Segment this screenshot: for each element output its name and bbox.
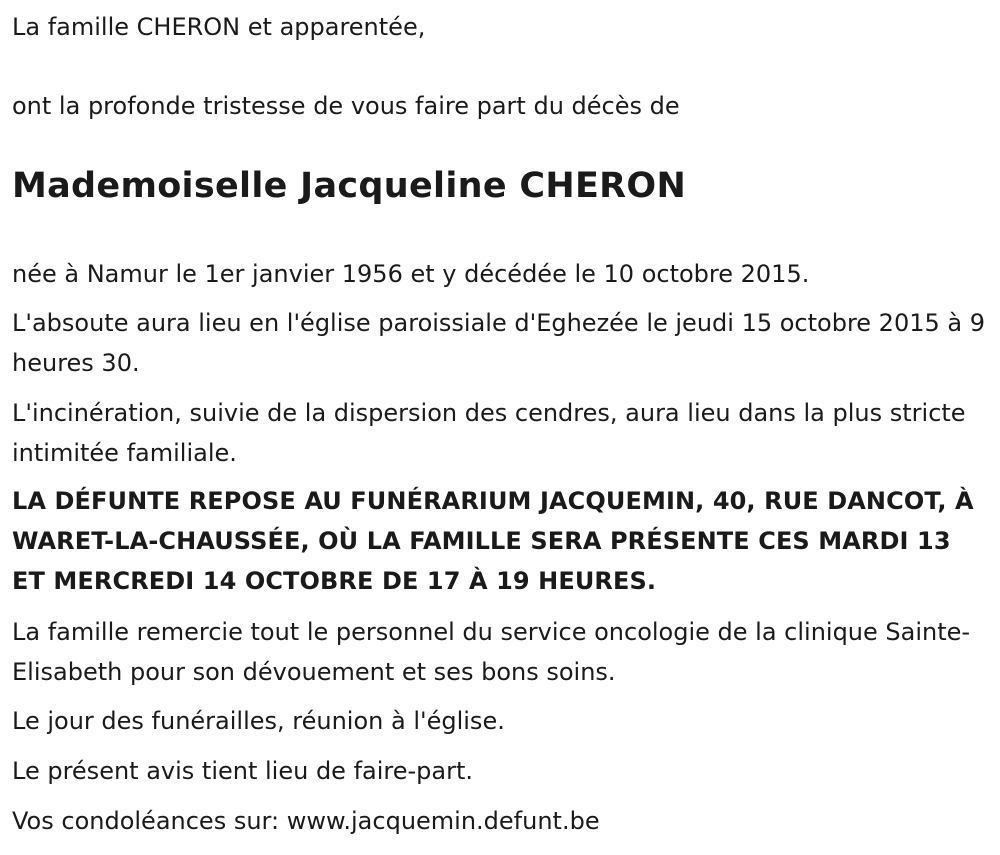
repose-paragraph: LA DÉFUNTE REPOSE AU FUNÉRARIUM JACQUEMIN, 40, RUE DANCOT, À WARET-LA-CHAUSSÉE, OÙ LA FAMILLE SERA PRÉSENTE CES MARDI 13 ET MERCREDI 14 OCTOBRE DE 17 À 19 HEURES. [12,487,974,595]
condolences-paragraph: Vos condoléances sur: www.jacquemin.defunt.be [12,807,600,835]
funerals-paragraph: Le jour des funérailles, réunion à l'église. [12,707,505,735]
birth-death-paragraph: née à Namur le 1er janvier 1956 et y décédée le 10 octobre 2015. [12,260,810,288]
deceased-name: Mademoiselle Jacqueline CHERON [12,166,687,206]
incineration-paragraph: L'incinération, suivie de la dispersion des cendres, aura lieu dans la plus stricte intimitée familiale. [12,399,966,467]
thanks-paragraph: La famille remercie tout le personnel du service oncologie de la clinique Sainte-Elisabeth pour son dévouement et ses bons soins. [12,618,971,686]
absoute-paragraph: L'absoute aura lieu en l'église paroissiale d'Eghezée le jeudi 15 octobre 2015 à 9 heures 30. [12,309,985,377]
faire-part-paragraph: Le présent avis tient lieu de faire-part. [12,757,474,785]
announcement-line: ont la profonde tristesse de vous faire part du décès de [12,92,680,120]
intro-line: La famille CHERON et apparentée, [12,13,426,41]
